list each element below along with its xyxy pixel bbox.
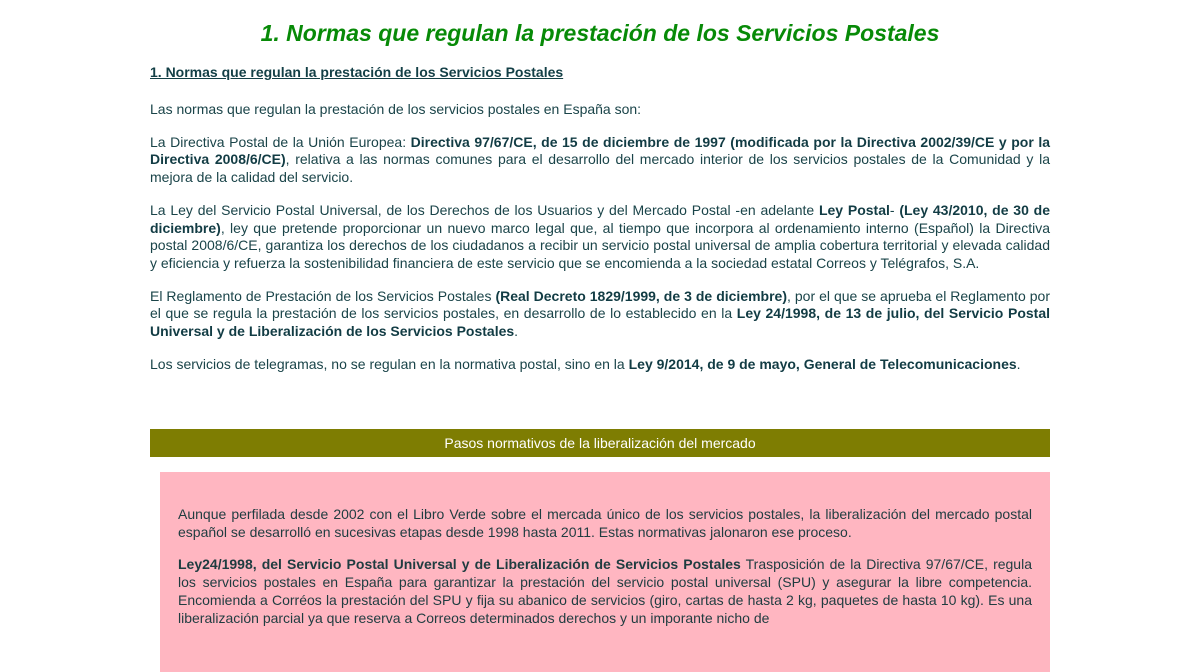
- law-24-1998-paragraph: Ley24/1998, del Servicio Postal Universal y de Liberalización de Servicios Postales Trasposición de la Directiva 97/67/CE, regula los servicios postales en España para garantizar la prestación del servicio postal universal (SPU) y asegurar la libre competencia. Encomienda a Corréos la prestación del SPU y fija su abanico de servicios (giro, cartas de hasta 2 kg, paquetes de hasta 10 kg). Es una liberalización parcial ya que reserva a Correos determinados derechos y un imporante nicho de: [178, 556, 1032, 626]
- postal-law-reference: (Ley 43/2010, de 30 de diciembre): [150, 201, 1050, 236]
- postal-law-paragraph: La Ley del Servicio Postal Universal, de los Derechos de los Usuarios y del Mercado Postal -en adelante Ley Postal- (Ley 43/2010, de 30 de diciembre), ley que pretende proporcionar un nuevo marco legal que, al tiempo que incorpora al ordenamiento interno (Español) la Directiva postal 2008/6/CE, garantiza los derechos de los ciudadanos a recibir un servicio postal universal de amplia cobertura territorial y elevada calidad y eficiencia y refuerza la sostenibilidad financiera de este servicio que se encomienda a la sociedad estatal Correos y Telégrafos, S.A.: [150, 201, 1050, 271]
- regulation-paragraph: El Reglamento de Prestación de los Servicios Postales (Real Decreto 1829/1999, de 3 de diciembre), por el que se aprueba el Reglamento por el que se regula la prestación de los servicios postales, en desarrollo de lo establecido en la Ley 24/1998, de 13 de julio, del Servicio Postal Universal y de Liberalización de los Servicios Postales.: [150, 287, 1050, 340]
- section-heading: 1. Normas que regulan la prestación de los Servicios Postales: [150, 64, 564, 80]
- law-24-1998-reference: Ley 24/1998, de 13 de julio, del Servicio Postal Universal y de Liberalización de los Servicios Postales: [150, 305, 1050, 340]
- directive-reference: Directiva 97/67/CE, de 15 de diciembre de 1997 (modificada por la Directiva 2002/39/CE y por la Directiva 2008/6/CE): [150, 133, 1050, 168]
- directive-paragraph: La Directiva Postal de la Unión Europea: Directiva 97/67/CE, de 15 de diciembre de 1997 (modificada por la Directiva 2002/39/CE y por la Directiva 2008/6/CE), relativa a las normas comunes para el desarrollo del mercado interior de los servicios postales de la Comunidad y la mejora de la calidad del servicio.: [150, 133, 1050, 186]
- page-title: 1. Normas que regulan la prestación de los Servicios Postales: [260, 20, 940, 46]
- law-24-1998-title: Ley24/1998, del Servicio Postal Universal y de Liberalización de Servicios Postales: [178, 556, 741, 573]
- telegram-paragraph: Los servicios de telegramas, no se regulan en la normativa postal, sino en la Ley 9/2014, de 9 de mayo, General de Telecomunicaciones.: [150, 355, 1021, 372]
- content-body: [150, 101, 1050, 388]
- telecom-law-reference: Ley 9/2014, de 9 de mayo, General de Telecomunicaciones: [628, 355, 1017, 372]
- liberalization-box: [160, 472, 1050, 672]
- intro-paragraph: Las normas que regulan la prestación de los servicios postales en España son:: [150, 101, 642, 117]
- liberalization-banner: Pasos normativos de la liberalización del mercado: [150, 429, 1050, 457]
- royal-decree-reference: (Real Decreto 1829/1999, de 3 de diciembre): [495, 287, 787, 304]
- postal-law-name: Ley Postal: [818, 201, 890, 218]
- liberalization-text: [178, 506, 1032, 642]
- liberalization-intro: Aunque perfilada desde 2002 con el Libro Verde sobre el mercada único de los servicios postales, la liberalización del mercado postal español se desarrolló en sucesivas etapas desde 1998 hasta 2011. Estas normativas jalonaron ese proceso.: [178, 506, 1032, 540]
